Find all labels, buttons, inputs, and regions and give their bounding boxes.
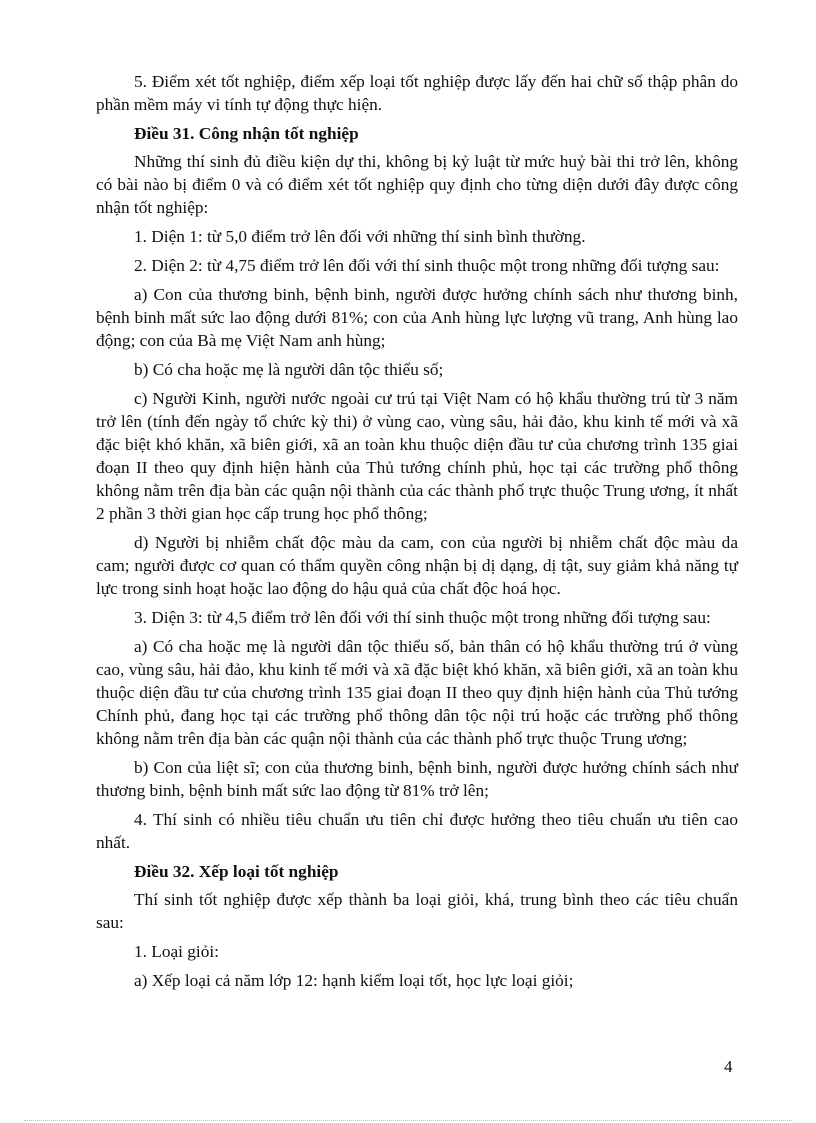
paragraph-category-1: 1. Diện 1: từ 5,0 điểm trở lên đối với những thí sinh bình thường. [134, 227, 586, 246]
paragraph-intro-32: Thí sinh tốt nghiệp được xếp thành ba loại giỏi, khá, trung bình theo các tiêu chuẩn sau: [96, 890, 738, 932]
paragraph-category-2-c: c) Người Kinh, người nước ngoài cư trú tại Việt Nam có hộ khẩu thường trú từ 3 năm trở lên (tính đến ngày tổ chức kỳ thi) ở vùng cao, vùng sâu, hải đảo, khu kinh tế mới và xã đặc biệt khó khăn, xã biên giới, xã an toàn khu thuộc diện đầu tư của chương trình 135 giai đoạn II theo quy định hiện hành của Thủ tướng chính phủ, học tại các trường phổ thông không nằm trên địa bàn các quận nội thành của các thành phố trực thuộc Trung ương, ít nhất 2 phần 3 thời gian học cấp trung học phổ thông; [96, 389, 738, 523]
page-number: 4 [724, 1057, 733, 1076]
paragraph-category-2: 2. Diện 2: từ 4,75 điểm trở lên đối với thí sinh thuộc một trong những đối tượng sau: [134, 256, 720, 275]
page-bottom-divider [24, 1120, 792, 1121]
paragraph-point-4: 4. Thí sinh có nhiều tiêu chuẩn ưu tiên chỉ được hưởng theo tiêu chuẩn ưu tiên cao nhất. [96, 810, 738, 852]
heading-article-32: Điều 32. Xếp loại tốt nghiệp [134, 862, 339, 881]
document-body [96, 70, 738, 998]
paragraph-category-2-a: a) Con của thương binh, bệnh binh, người được hưởng chính sách như thương binh, bệnh binh mất sức lao động dưới 81%; con của Anh hùng lực lượng vũ trang, Anh hùng lao động; con của Bà mẹ Việt Nam anh hùng; [96, 285, 738, 350]
paragraph-category-2-d: d) Người bị nhiễm chất độc màu da cam, con của người bị nhiễm chất độc màu da cam; người được cơ quan có thẩm quyền công nhận bị dị dạng, dị tật, suy giảm khả năng tự lực trong sinh hoạt hoặc lao động do hậu quả của chất độc hoá học. [96, 533, 738, 598]
paragraph-category-3: 3. Diện 3: từ 4,5 điểm trở lên đối với thí sinh thuộc một trong những đối tượng sau: [134, 608, 711, 627]
paragraph-category-2-b: b) Có cha hoặc mẹ là người dân tộc thiểu số; [134, 360, 444, 379]
paragraph-grade-excellent-a: a) Xếp loại cả năm lớp 12: hạnh kiểm loại tốt, học lực loại giỏi; [134, 971, 574, 990]
paragraph-category-3-b: b) Con của liệt sĩ; con của thương binh, bệnh binh, người được hưởng chính sách như thương binh, bệnh binh mất sức lao động từ 81% trở lên; [96, 758, 738, 800]
heading-article-31: Điều 31. Công nhận tốt nghiệp [134, 124, 359, 143]
paragraph-point-5: 5. Điểm xét tốt nghiệp, điểm xếp loại tốt nghiệp được lấy đến hai chữ số thập phân do phần mềm máy vi tính tự động thực hiện. [96, 72, 738, 114]
paragraph-grade-excellent: 1. Loại giỏi: [134, 942, 219, 961]
paragraph-category-3-a: a) Có cha hoặc mẹ là người dân tộc thiểu số, bản thân có hộ khẩu thường trú ở vùng cao, vùng sâu, hải đảo, khu kinh tế mới và xã đặc biệt khó khăn, xã biên giới, xã an toàn khu thuộc diện đầu tư của chương trình 135 giai đoạn II theo quy định hiện hành của Thủ tướng Chính phủ, đang học tại các trường phổ thông dân tộc nội trú hoặc các trường phổ thông không nằm trên địa bàn các quận nội thành của các thành phố trực thuộc Trung ương; [96, 637, 738, 748]
paragraph-intro-31: Những thí sinh đủ điều kiện dự thi, không bị kỷ luật từ mức huỷ bài thi trở lên, không có bài nào bị điểm 0 và có điểm xét tốt nghiệp quy định cho từng diện dưới đây được công nhận tốt nghiệp: [96, 152, 738, 217]
